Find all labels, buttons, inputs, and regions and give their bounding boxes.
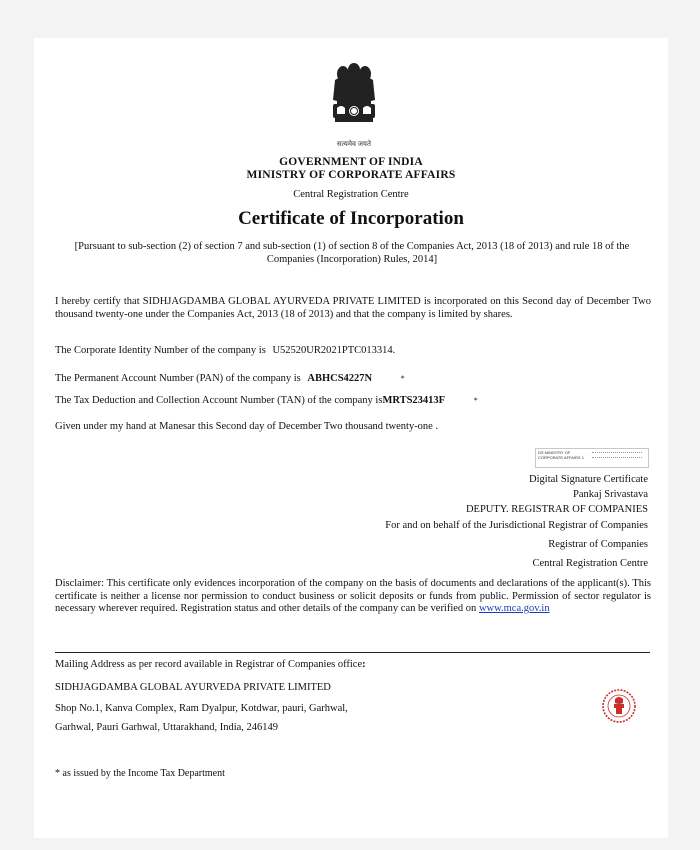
section-divider <box>55 652 650 653</box>
mailing-address-line-1: Shop No.1, Kanva Complex, Ram Dyalpur, Kotdwar, pauri, Garhwal, <box>55 703 348 714</box>
tan-footnote-star: * <box>473 396 478 405</box>
ministry-heading: MINISTRY OF CORPORATE AFFAIRS <box>246 169 456 181</box>
official-seal-icon <box>601 688 637 724</box>
signature-detail-line <box>592 452 642 455</box>
cin-label: The Corporate Identity Number of the company is <box>55 345 266 356</box>
pan-footnote-star: * <box>400 374 405 383</box>
registration-centre: Central Registration Centre <box>293 189 409 200</box>
certificate-title: Certificate of Incorporation <box>238 208 464 229</box>
emblem-motto: सत्यमेव जयते <box>337 140 371 148</box>
signature-detail-line <box>592 457 642 460</box>
tan-label: The Tax Deduction and Collection Account Number (TAN) of the company is <box>55 395 383 406</box>
registrar-line: Registrar of Companies <box>548 539 648 550</box>
mailing-heading-text: Mailing Address as per record available in Registrar of Companies office <box>55 659 363 670</box>
on-behalf-line: For and on behalf of the Jurisdictional Registrar of Companies <box>385 520 648 531</box>
signature-stamp-text: DS MINISTRY OF CORPORATE AFFAIRS 1 <box>538 450 584 460</box>
digital-signature-label: Digital Signature Certificate <box>529 474 648 485</box>
mailing-address-heading <box>55 659 366 670</box>
registration-centre-footer: Central Registration Centre <box>532 558 648 569</box>
cin-line <box>55 345 395 356</box>
pan-line <box>55 373 405 384</box>
pan-value: ABHCS4227N <box>307 373 373 384</box>
pursuant-clause: [Pursuant to sub-section (2) of section 7 and sub-section (1) of section 8 of the Companies Act, 2013 (18 of 2013) and rule 18 of the Companies (Incorporation) Rules, 2014] <box>74 241 630 265</box>
pan-label: The Permanent Account Number (PAN) of the company is <box>55 373 301 384</box>
disclaimer-text: Disclaimer: This certificate only evidences incorporation of the company on the basis of documents and declarations of the applicant(s). This certificate is neither a license nor permission to conduct business or solicit deposits or funds from public. Permission of sector regulator is necessary wherever required. Registration status and other details of the company can be verified on <box>55 578 651 614</box>
cin-value: U52520UR2021PTC013314. <box>272 345 396 356</box>
digital-signature-stamp <box>535 448 649 468</box>
disclaimer <box>55 578 651 616</box>
mca-website-link[interactable]: www.mca.gov.in <box>478 603 550 614</box>
signatory-name: Pankaj Srivastava <box>573 489 648 500</box>
signatory-designation: DEPUTY. REGISTRAR OF COMPANIES <box>465 504 648 515</box>
mailing-heading-colon: : <box>362 659 366 670</box>
certification-statement: I hereby certify that SIDHJAGDAMBA GLOBAL AYURVEDA PRIVATE LIMITED is incorporated on this Second day of December Two thousand twenty-one under the Companies Act, 2013 (18 of 2013) and that the company is limited by shares. <box>55 296 651 320</box>
government-heading: GOVERNMENT OF INDIA <box>279 156 423 168</box>
footnote: * as issued by the Income Tax Department <box>55 768 225 779</box>
certificate-page <box>34 38 668 838</box>
mailing-address-line-2: Garhwal, Pauri Garhwal, Uttarakhand, India, 246149 <box>55 722 279 733</box>
given-under-hand: Given under my hand at Manesar this Second day of December Two thousand twenty-one . <box>55 421 439 432</box>
tan-line <box>55 395 478 406</box>
mailing-company-name: SIDHJAGDAMBA GLOBAL AYURVEDA PRIVATE LIMITED <box>55 682 331 693</box>
tan-value: MRTS23413F <box>382 395 446 406</box>
